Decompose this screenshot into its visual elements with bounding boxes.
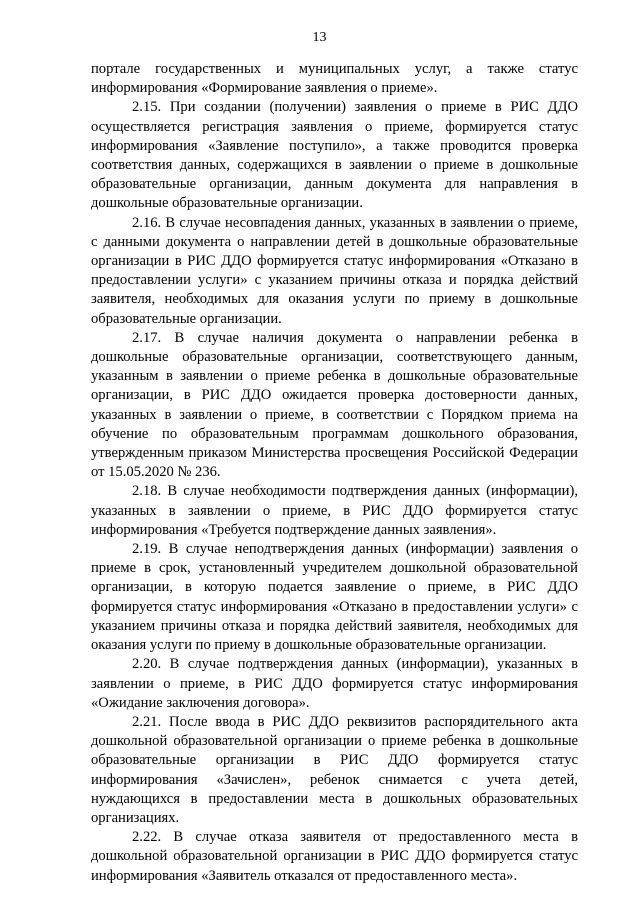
- paragraph-2-19: 2.19. В случае неподтверждения данных (информации) заявления о приеме в срок, установленный учредителем дошкольной образовательной организации, в которую подается заявление о приеме, в РИС ДДО формируется статус информирования «Отказано в предоставлении услуги» с указанием причины отказа и порядка действий заявителя, необходимых для оказания услуги по приему в дошкольные образовательные организации.: [91, 541, 578, 654]
- paragraph-2-17: 2.17. В случае наличия документа о направлении ребенка в дошкольные образовательные организации, соответствующего данным, указанным в заявлении о приеме ребенка в дошкольные образовательные организации, в РИС ДДО ожидается проверка достоверности данных, указанных в заявлении о приеме, в соответствии с Порядком приема на обучение по образовательным программам дошкольного образования, утвержденным приказом Министерства просвещения Российской Федерации от 15.05.2020 № 236.: [91, 329, 578, 481]
- paragraph-2-20: 2.20. В случае подтверждения данных (информации), указанных в заявлении о приеме, в РИС ДДО формируется статус информирования «Ожидание заключения договора».: [91, 656, 578, 711]
- paragraph-2-21: 2.21. После ввода в РИС ДДО реквизитов распорядительного акта дошкольной образовательной организации о приеме ребенка в дошкольные образовательные организации в РИС ДДО формируется статус информирования «Зачислен», ребенок снимается с учета детей, нуждающихся в предоставлении места в дошкольных образовательных организациях.: [91, 713, 578, 826]
- paragraph-continuation: порталe государственных и муниципальных услуг, а также статус информирования «Формирование заявления о приеме».: [91, 61, 578, 97]
- paragraph-2-15: 2.15. При создании (получении) заявления о приеме в РИС ДДО осуществляется регистрация заявления о приеме, формируется статус информирования «Заявление поступило», а также проводится проверка соответствия данных, содержащихся в заявлении о приеме в дошкольные образовательные организации, данным документа для направления в дошкольные образовательные организации.: [91, 99, 578, 212]
- document-body: [91, 60, 578, 886]
- paragraph-2-22: 2.22. В случае отказа заявителя от предоставленного места в дошкольной образовательной организации в РИС ДДО формируется статус информирования «Заявитель отказался от предоставленного места».: [91, 829, 578, 884]
- page-number: 13: [312, 30, 327, 45]
- paragraph-2-18: 2.18. В случае необходимости подтверждения данных (информации), указанных в заявлении о приеме, в РИС ДДО формируется статус информирования «Требуется подтверждение данных заявления».: [91, 483, 578, 538]
- paragraph-2-16: 2.16. В случае несовпадения данных, указанных в заявлении о приеме, с данными документа о направлении детей в дошкольные образовательные организации в РИС ДДО формируется статус информирования «Отказано в предоставлении услуги» с указанием причины отказа и порядка действий заявителя, необходимых для оказания услуги по приему в дошкольные образовательные организации.: [91, 214, 578, 327]
